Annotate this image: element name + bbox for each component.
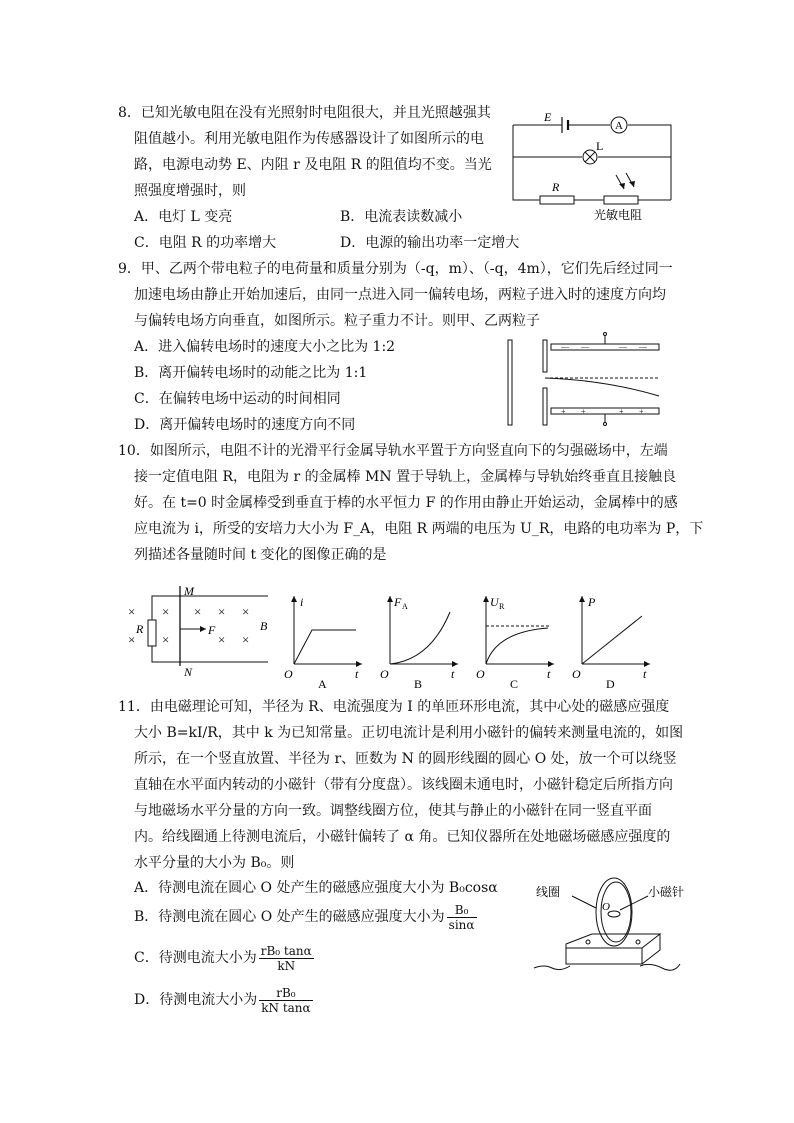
q8-option-c: C．电阻 R 的功率增大 <box>134 235 277 251</box>
q10-graph-c-xlabel: t <box>547 667 551 681</box>
q9-option-c: C．在偏转电场中运动的时间相同 <box>134 391 341 407</box>
q10-label-r: R <box>136 622 144 636</box>
q11-line-1: 11．由电磁理论可知，半径为 R、电流强度为 I 的单匝环形电流，其中心处的磁感应强度 <box>118 699 670 715</box>
q11-option-b <box>134 900 477 934</box>
q10-line-2: 接一定值电阻 R，电阻为 r 的金属棒 MN 置于导轨上，金属棒与导轨始终垂直且接触良 <box>134 469 677 485</box>
q9-option-b: B．离开偏转电场时的动能之比为 1:1 <box>134 365 368 381</box>
q11-line-4: 直轴在水平面内转动的小磁针（带有分度盘）。该线圈未通电时，小磁针稳定后所指方向 <box>134 777 673 793</box>
svg-text:×: × <box>162 604 170 619</box>
q8-label-r: R <box>552 180 560 194</box>
q10-graph-b-ysub: A <box>402 602 408 611</box>
q9-option-a: A．进入偏转电场时的速度大小之比为 1:2 <box>134 339 396 355</box>
q10-label-f: F <box>208 623 216 637</box>
q8-label-e: E <box>544 110 552 124</box>
q11-option-c-den: kN <box>277 958 296 973</box>
q11-line-7: 水平分量的大小为 B₀。则 <box>134 855 295 871</box>
q10-graph-c-caption: C <box>510 677 519 691</box>
svg-text:+: + <box>561 407 566 416</box>
svg-text:+: + <box>619 407 624 416</box>
q10-graph-a-origin: O <box>284 667 293 681</box>
q10-graph-b-caption: B <box>414 677 423 691</box>
q8-line-4: 照强度增强时，则 <box>134 183 246 199</box>
q11-option-d-num: rB₀ <box>259 986 312 1001</box>
svg-text:×: × <box>128 604 136 619</box>
q8-line-3: 路，电源电动势 E、内阻 r 及电阻 R 的阻值均不变。当光 <box>134 157 492 173</box>
q10-label-b: B <box>260 619 268 633</box>
svg-text:×: × <box>128 632 136 647</box>
q11-option-b-den: sinα <box>448 917 475 932</box>
q11-option-d <box>134 982 313 1018</box>
q8-label-lamp: L <box>596 139 604 153</box>
q11-line-6: 内。给线圈通上待测电流后，小磁针偏转了 α 角。已知仪器所在处地磁场磁感应强度的 <box>134 829 671 845</box>
q10-line-1: 10．如图所示，电阻不计的光滑平行金属导轨水平置于方向竖直向下的匀强磁场中，左端 <box>118 443 668 459</box>
q11-line-5: 与地磁场水平分量的方向一致。调整线圈方位，使其与静止的小磁针在同一竖直平面 <box>134 803 652 819</box>
svg-text:×: × <box>218 604 226 619</box>
q11-label-coil: 线圈 <box>536 885 561 899</box>
q11-label-needle: 小磁针 <box>648 885 685 899</box>
q8-label-ammeter: A <box>615 120 623 132</box>
q10-graph-c-origin: O <box>476 667 485 681</box>
q11-option-b-fraction <box>447 903 477 932</box>
svg-text:—: — <box>619 342 627 351</box>
q10-graph-c-ylabel: U <box>490 595 499 609</box>
q10-graph-b-xlabel: t <box>451 667 455 681</box>
q9-line-3: 与偏转电场方向垂直，如图所示。粒子重力不计。则甲、乙两粒子 <box>134 313 540 329</box>
q8-option-d: D．电源的输出功率一定增大 <box>340 235 520 251</box>
q10-rail-diagram <box>128 582 273 677</box>
q9-option-d: D．离开偏转电场时的速度方向不同 <box>134 417 356 433</box>
q10-graph-d-caption: D <box>606 677 615 691</box>
q8-line-2: 阻值越小。利用光敏电阻作为传感器设计了如图所示的电 <box>134 131 484 147</box>
svg-text:+: + <box>581 407 586 416</box>
q11-option-c-text: C．待测电流大小为 <box>134 950 257 966</box>
q11-option-a: A．待测电流在圆心 O 处产生的磁感应强度大小为 B₀cosα <box>134 880 498 896</box>
q10-graph-b-origin: O <box>380 667 389 681</box>
q11-option-d-den: kN tanα <box>261 1000 311 1015</box>
q10-line-5: 列描述各量随时间 t 变化的图像正确的是 <box>134 547 387 563</box>
q8-circuit-diagram <box>508 105 678 225</box>
q8-line-1: 8．已知光敏电阻在没有光照射时电阻很大，并且光照越强其 <box>118 105 491 121</box>
q10-line-3: 好。在 t=0 时金属棒受到垂直于棒的水平恒力 F 的作用由静止开始运动，金属棒中的感 <box>134 495 678 511</box>
q11-option-d-text: D．待测电流大小为 <box>134 992 258 1008</box>
q11-option-c-fraction <box>259 944 314 973</box>
q10-graph-d-ylabel: P <box>588 595 596 609</box>
svg-text:+: + <box>639 407 644 416</box>
svg-text:×: × <box>242 604 250 619</box>
q10-graph-b <box>378 592 462 692</box>
q10-graph-d <box>570 592 654 692</box>
q8-option-b: B．电流表读数减小 <box>340 209 463 225</box>
q9-line-1: 9．甲、乙两个带电粒子的电荷量和质量分别为（-q，m）、（-q，4m），它们先后经过同一 <box>118 261 673 277</box>
q9-line-2: 加速电场由静止开始加速后，由同一点进入同一偏转电场，两粒子进入时的速度方向均 <box>134 287 666 303</box>
svg-text:×: × <box>218 632 226 647</box>
svg-text:×: × <box>194 604 202 619</box>
svg-text:×: × <box>162 632 170 647</box>
q11-label-o: O <box>602 901 610 913</box>
q10-line-4: 应电流为 i，所受的安培力大小为 F_A，电阻 R 两端的电压为 U_R，电路的电功率为 P，下 <box>134 521 704 537</box>
q11-option-b-num: B₀ <box>447 903 477 918</box>
svg-text:—: — <box>561 342 569 351</box>
q10-label-m: M <box>184 584 194 598</box>
q10-graph-a-xlabel: t <box>355 667 359 681</box>
q11-option-d-fraction <box>259 986 312 1015</box>
q10-graph-b-ylabel: F <box>394 595 402 609</box>
q10-graph-d-origin: O <box>572 667 581 681</box>
q8-label-photoresistor: 光敏电阻 <box>594 208 643 222</box>
svg-text:—: — <box>581 342 589 351</box>
q10-graph-c-ysub: R <box>499 602 505 611</box>
q11-line-3: 所示，在一个竖直放置、半径为 r、匝数为 N 的圆形线圈的圆心 O 处，放一个可以绕竖 <box>134 751 677 767</box>
q10-graph-a-ylabel: i <box>300 595 304 609</box>
q9-deflection-diagram <box>505 330 665 430</box>
q10-graph-d-xlabel: t <box>643 667 647 681</box>
q10-label-n: N <box>184 665 193 677</box>
q11-option-c-num: rB₀ tanα <box>260 943 312 958</box>
q10-graph-a-caption: A <box>318 677 327 691</box>
q10-graph-c <box>474 592 558 692</box>
q10-graph-a <box>282 592 366 692</box>
q8-option-a: A．电灯 L 变亮 <box>134 209 233 225</box>
svg-text:—: — <box>639 342 647 351</box>
q11-line-2: 大小 B=kI/R，其中 k 为已知常量。正切电流计是利用小磁针的偏转来测量电流的，如图 <box>134 725 684 741</box>
q11-galvanometer-diagram <box>530 872 690 982</box>
q11-option-b-text: B．待测电流在圆心 O 处产生的磁感应强度大小为 <box>134 909 445 925</box>
svg-text:×: × <box>242 632 250 647</box>
q11-option-c <box>134 940 314 976</box>
